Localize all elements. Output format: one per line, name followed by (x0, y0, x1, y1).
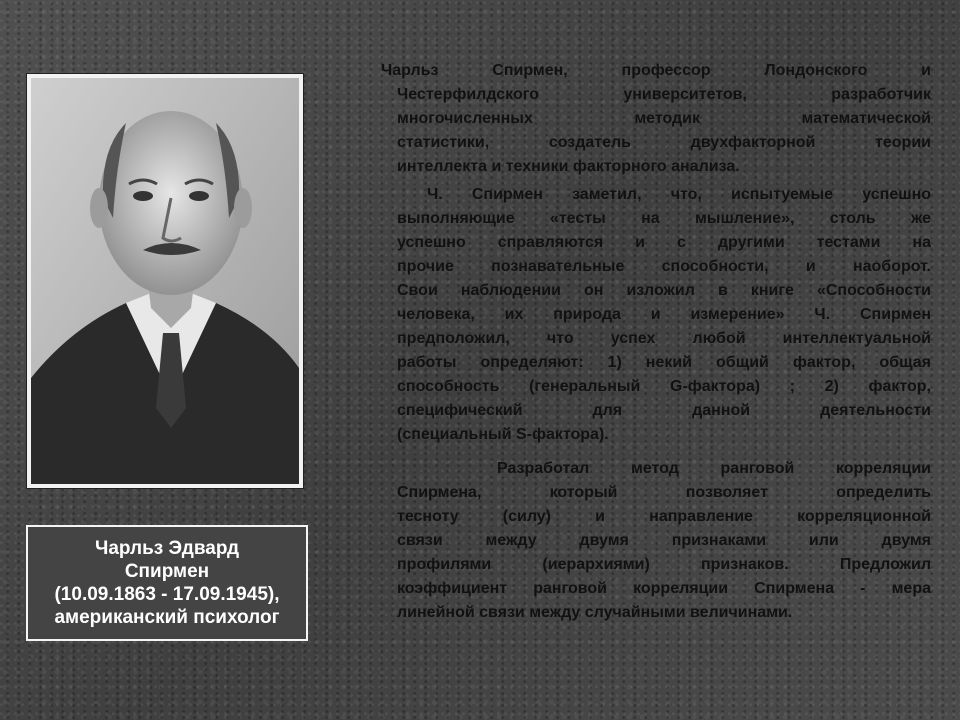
text-line: предположил, что успех любой интеллектуальной (397, 330, 931, 347)
text-line: интеллекта и техники факторного анализа. (397, 158, 740, 175)
caption-name-line: Чарльз Эдвард (94, 538, 240, 559)
text-line: работы определяют: 1) некий общий фактор, общая (397, 354, 931, 371)
caption-role-line: американский психолог (54, 607, 280, 628)
text-line: способность (генеральный G-фактора) ; 2) фактор, (397, 378, 931, 395)
caption-surname-line: Спирмен (124, 561, 210, 582)
text-line: линейной связи между случайными величинами. (397, 604, 793, 621)
text-line: прочие познавательные способности, и наоборот. (397, 258, 931, 275)
caption-dates-line: (10.09.1863 - 17.09.1945), (54, 584, 280, 605)
text-line: связи между двумя признаками или двумя (397, 532, 931, 549)
text-line: тесноту (силу) и направление корреляционной (397, 508, 931, 525)
text-line: многочисленных методик математической (397, 110, 931, 127)
portrait-photo (31, 78, 299, 484)
text-line: профилями (иерархиями) признаков. Предложил (397, 556, 931, 573)
text-line: (специальный S-фактора). (397, 426, 609, 443)
text-line: успешно справляются и с другими тестами на (397, 234, 931, 251)
text-line: статистики, создатель двухфакторной теории (397, 134, 931, 151)
text-line: специфический для данной деятельности (397, 402, 931, 419)
portrait-caption (26, 525, 308, 641)
text-line: Свои наблюдении он изложил в книге «Способности (397, 282, 931, 299)
portrait-photo-frame (27, 74, 303, 488)
text-line: Разработал метод ранговой корреляции (497, 460, 931, 477)
paragraph-theory (397, 183, 931, 447)
text-line: Ч. Спирмен заметил, что, испытуемые успешно (427, 186, 931, 203)
text-line: коэффициент ранговой корреляции Спирмена - мера (397, 580, 931, 597)
text-line: Честерфилдского университетов, разработчик (397, 86, 931, 103)
text-line: выполняющие «тесты на мышление», столь же (397, 210, 931, 227)
text-line: Чарльз Спирмен, профессор Лондонского и (381, 62, 931, 79)
text-line: человека, их природа и измерение» Ч. Спирмен (397, 306, 931, 323)
text-line: Спирмена, который позволяет определить (397, 484, 931, 501)
paragraph-intro (381, 59, 931, 179)
paragraph-correlation (397, 457, 931, 625)
